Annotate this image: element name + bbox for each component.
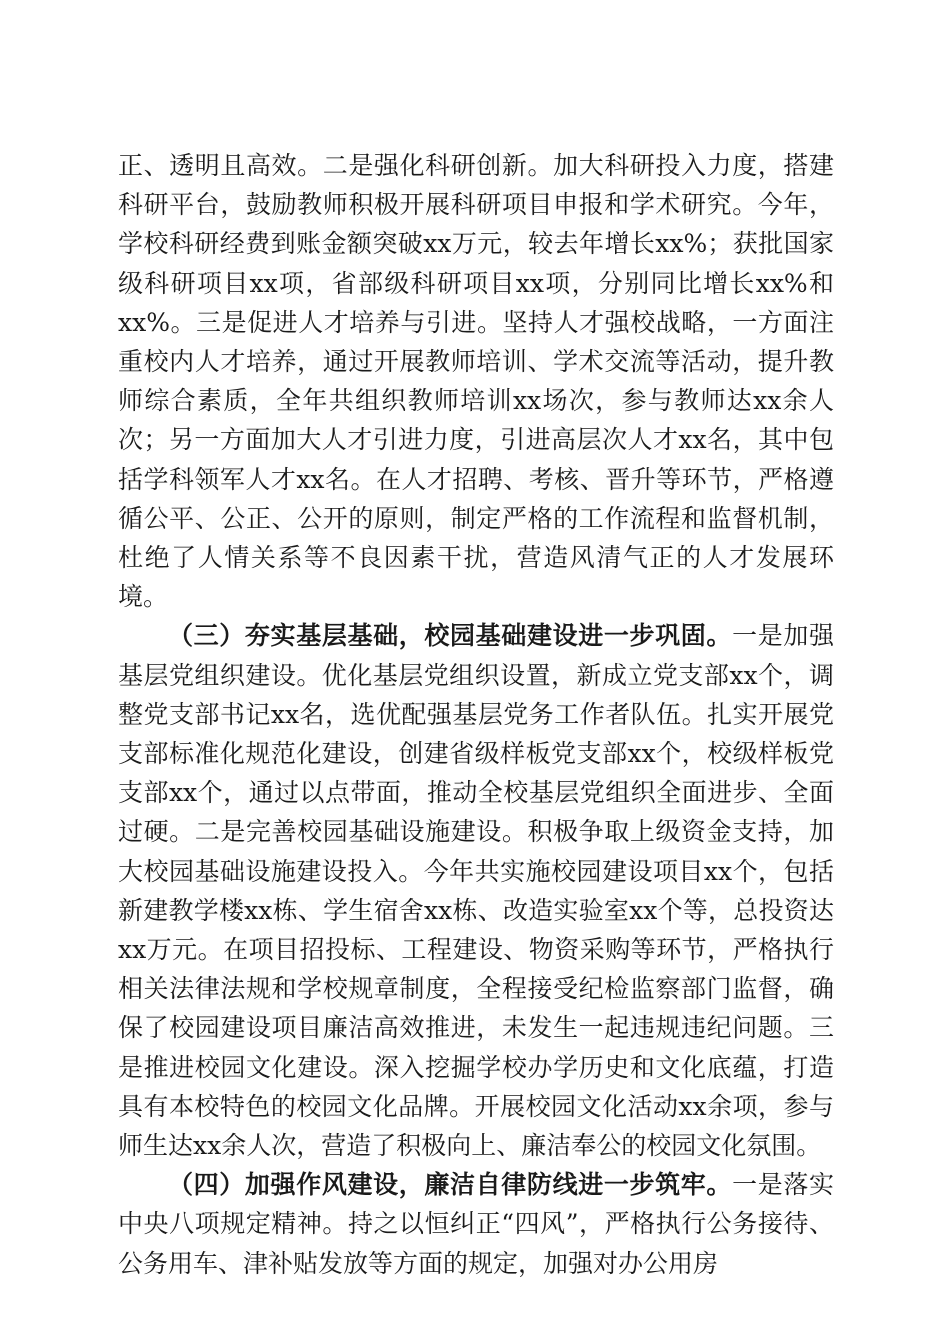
section-heading-3: （三）夯实基层基础，校园基础建设进一步巩固。 (168, 621, 733, 651)
section-heading-4: （四）加强作风建设，廉洁自律防线进一步筑牢。 (168, 1170, 733, 1200)
paragraph-grassroots (118, 616, 834, 1165)
paragraph-text: 一是加强基层党组织建设。优化基层党组织设置，新成立党支部xx个，调整党支部书记xx名，选优配强基层党务工作者队伍。扎实开展党支部标准化规范化建设，创建省级样板党支部xx个，校级样板党支部xx个，通过以点带面，推动全校基层党组织全面进步、全面过硬。二是完善校园基础设施建设。积极争取上级资金支持，加大校园基础设施建设投入。今年共实施校园建设项目xx个，包括新建教学楼xx栋、学生宿舍xx栋、改造实验室xx个等，总投资达xx万元。在项目招投标、工程建设、物资采购等环节，严格执行相关法律法规和学校规章制度，全程接受纪检监察部门监督，确保了校园建设项目廉洁高效推进，未发生一起违规违纪问题。三是推进校园文化建设。深入挖掘学校办学历史和文化底蕴，打造具有本校特色的校园文化品牌。开展校园文化活动xx余项，参与师生达xx余人次，营造了积极向上、廉洁奉公的校园文化氛围。 (118, 621, 834, 1161)
paragraph-conduct (118, 1165, 834, 1283)
paragraph-text: 正、透明且高效。二是强化科研创新。加大科研投入力度，搭建科研平台，鼓励教师积极开展科研项目申报和学术研究。今年，学校科研经费到账金额突破xx万元，较去年增长xx%；获批国家级科研项目xx项，省部级科研项目xx项，分别同比增长xx%和xx%。三是促进人才培养与引进。坚持人才强校战略，一方面注重校内人才培养，通过开展教师培训、学术交流等活动，提升教师综合素质，全年共组织教师培训xx场次，参与教师达xx余人次；另一方面加大人才引进力度，引进高层次人才xx名，其中包括学科领军人才xx名。在人才招聘、考核、晋升等环节，严格遵循公平、公正、公开的原则，制定严格的工作流程和监督机制，杜绝了人情关系等不良因素干扰，营造风清气正的人才发展环境。 (118, 151, 834, 612)
paragraph-talent (118, 146, 834, 616)
paragraph-text: 一是落实中央八项规定精神。持之以恒纠正“四风”，严格执行公务接待、公务用车、津补贴发放等方面的规定，加强对办公用房 (118, 1170, 834, 1278)
document-page (118, 146, 834, 1283)
